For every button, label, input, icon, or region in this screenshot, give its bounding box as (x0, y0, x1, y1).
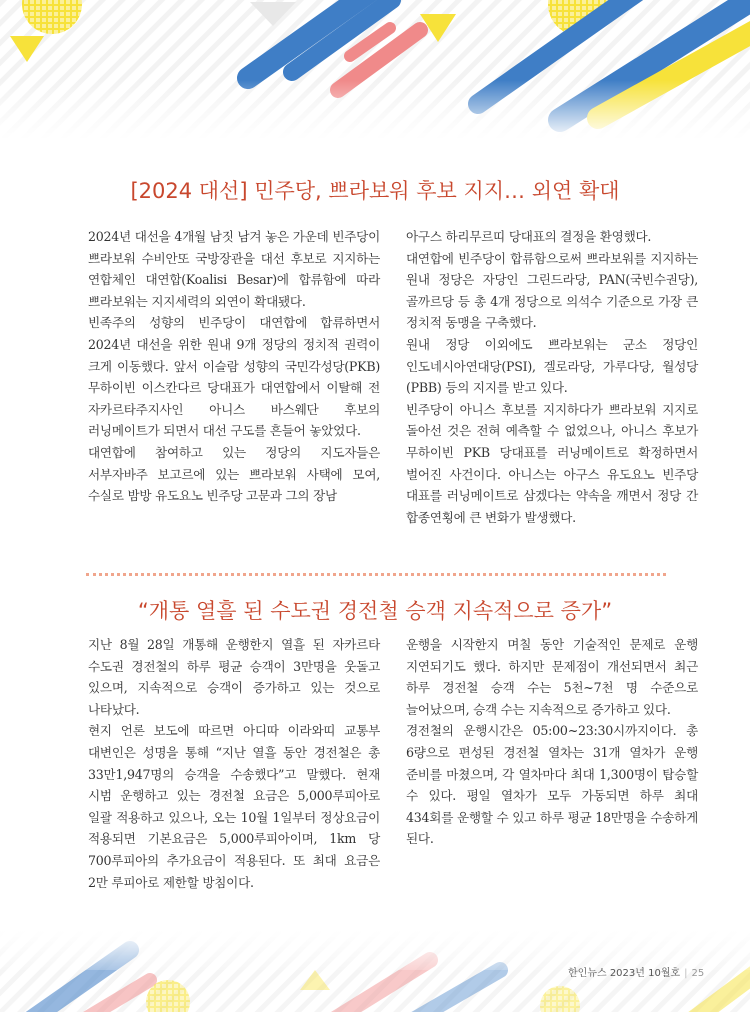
section-divider (86, 573, 666, 576)
page-footer (568, 964, 704, 979)
article-left-column (88, 634, 380, 893)
top-decoration (0, 0, 750, 140)
paragraph: 아구스 하리무르띠 당대표의 결정을 환영했다. (406, 229, 652, 244)
paragraph: 운행을 시작한지 며칠 동안 기술적인 문제로 운행 지연되기도 했다. 하지만 문제점이 개선되면서 최근 하루 경전철 승객 수는 5천~7천 명 수준으로 늘어났으며, 승객 수는 지속적으로 증가하고 있다. (406, 637, 698, 717)
article-right-column (406, 634, 698, 850)
paragraph: 경전철의 운행시간은 05:00~23:30시까지이다. 총 6량으로 편성된 경전철 열차는 31개 열차가 운행 준비를 마쳤으며, 각 열차마다 최대 1,300명이 탑승할 수 있다. 평일 열차가 모두 가동되면 하루 최대 434회를 운행할 수 있고 하루 평균 18만명을 수송하게 된다. (406, 723, 698, 847)
article-title: “개통 열흘 된 수도권 경전철 승객 지속적으로 증가” (137, 599, 613, 623)
paragraph: 원내 정당 이외에도 쁘라보워는 군소 정당인 인도네시아연대당(PSI), 겔로라당, 가루다당, 월성당(PBB) 등의 지지를 받고 있다. (406, 336, 698, 396)
paragraph: 2024년 대선을 4개월 남짓 남겨 놓은 가운데 빈주당이 쁘라보워 수비안또 국방장관을 대선 후보로 지지하는 연합체인 대연합(Koalisi Besar)에 합류함에 따라 쁘라보워는 지지세력의 외연이 확대됐다. (88, 229, 380, 309)
paragraph: 빈주당이 아니스 후보를 지지하다가 쁘라보워 지지로 돌아선 것은 전혀 예측할 수 없었으나, 아니스 후보가 무하이빈 PKB 당대표를 러닝메이트로 확정하면서 벌어진 사건이다. 아니스는 아구스 유도요노 빈주당 대표를 러닝메이트로 삼겠다는 약속을 깨면서 정당 간 합종연횡에 큰 변화가 발생했다. (406, 401, 698, 525)
paragraph: 대연합에 빈주당이 합류함으로써 쁘라보워를 지지하는 원내 정당은 자당인 그린드라당, PAN(국빈수권당), 골까르당 등 총 4개 정당으로 의석수 기준으로 가장 큰 정치적 동맹을 구축했다. (406, 250, 698, 331)
paragraph: 지난 8월 28일 개통해 운행한지 열흘 된 자카르타 수도권 경전철의 하루 평균 승객이 3만명을 웃돌고 있으며, 지속적으로 승객이 증가하고 있는 것으로 나타났다. (88, 637, 380, 717)
publication-name: 한인뉴스 2023년 10월호 (568, 968, 681, 979)
page-number: 25 (691, 968, 705, 979)
article-left-column (88, 226, 380, 507)
article-title: [2024 대선] 민주당, 쁘라보워 후보 지지… 외연 확대 (130, 179, 620, 203)
footer-separator: | (684, 968, 688, 979)
paragraph: 대연합에 참여하고 있는 정당의 지도자들은 서부자바주 보고르에 있는 쁘라보워 사택에 모여, 수실로 밤방 유도요노 빈주당 고문과 그의 장남 (88, 444, 380, 504)
decorative-banner-top (0, 0, 750, 140)
article-right-column (406, 226, 698, 528)
paragraph: 현지 언론 보도에 따르면 아디따 이라와띠 교통부 대변인은 성명을 통해 “지난 열흘 동안 경전철은 총 33만1,947명의 승객을 수송했다”고 말했다. 현재 시범 운행하고 있는 경전철 요금은 5,000루피아로 일괄 적용하고 있으나, 오는 10월 1일부터 정상요금이 적용되면 기본요금은 5,000루피아이며, 1km 당 700루피아의 추가요금이 적용된다. 또 최대 요금은 2만 루피아로 제한할 방침이다. (88, 723, 380, 890)
paragraph: 빈족주의 성향의 빈주당이 대연합에 합류하면서 2024년 대선을 위한 원내 9개 정당의 정치적 권력이 크게 이동했다. 앞서 이슬람 성향의 국민각성당(PKB) 무하이빈 이스칸다르 당대표가 대연합에서 이탈해 전 자카르타주지사인 아니스 바스웨단 후보의 러닝메이트가 되면서 대선 구도를 흔들어 놓았었다. (88, 315, 380, 439)
